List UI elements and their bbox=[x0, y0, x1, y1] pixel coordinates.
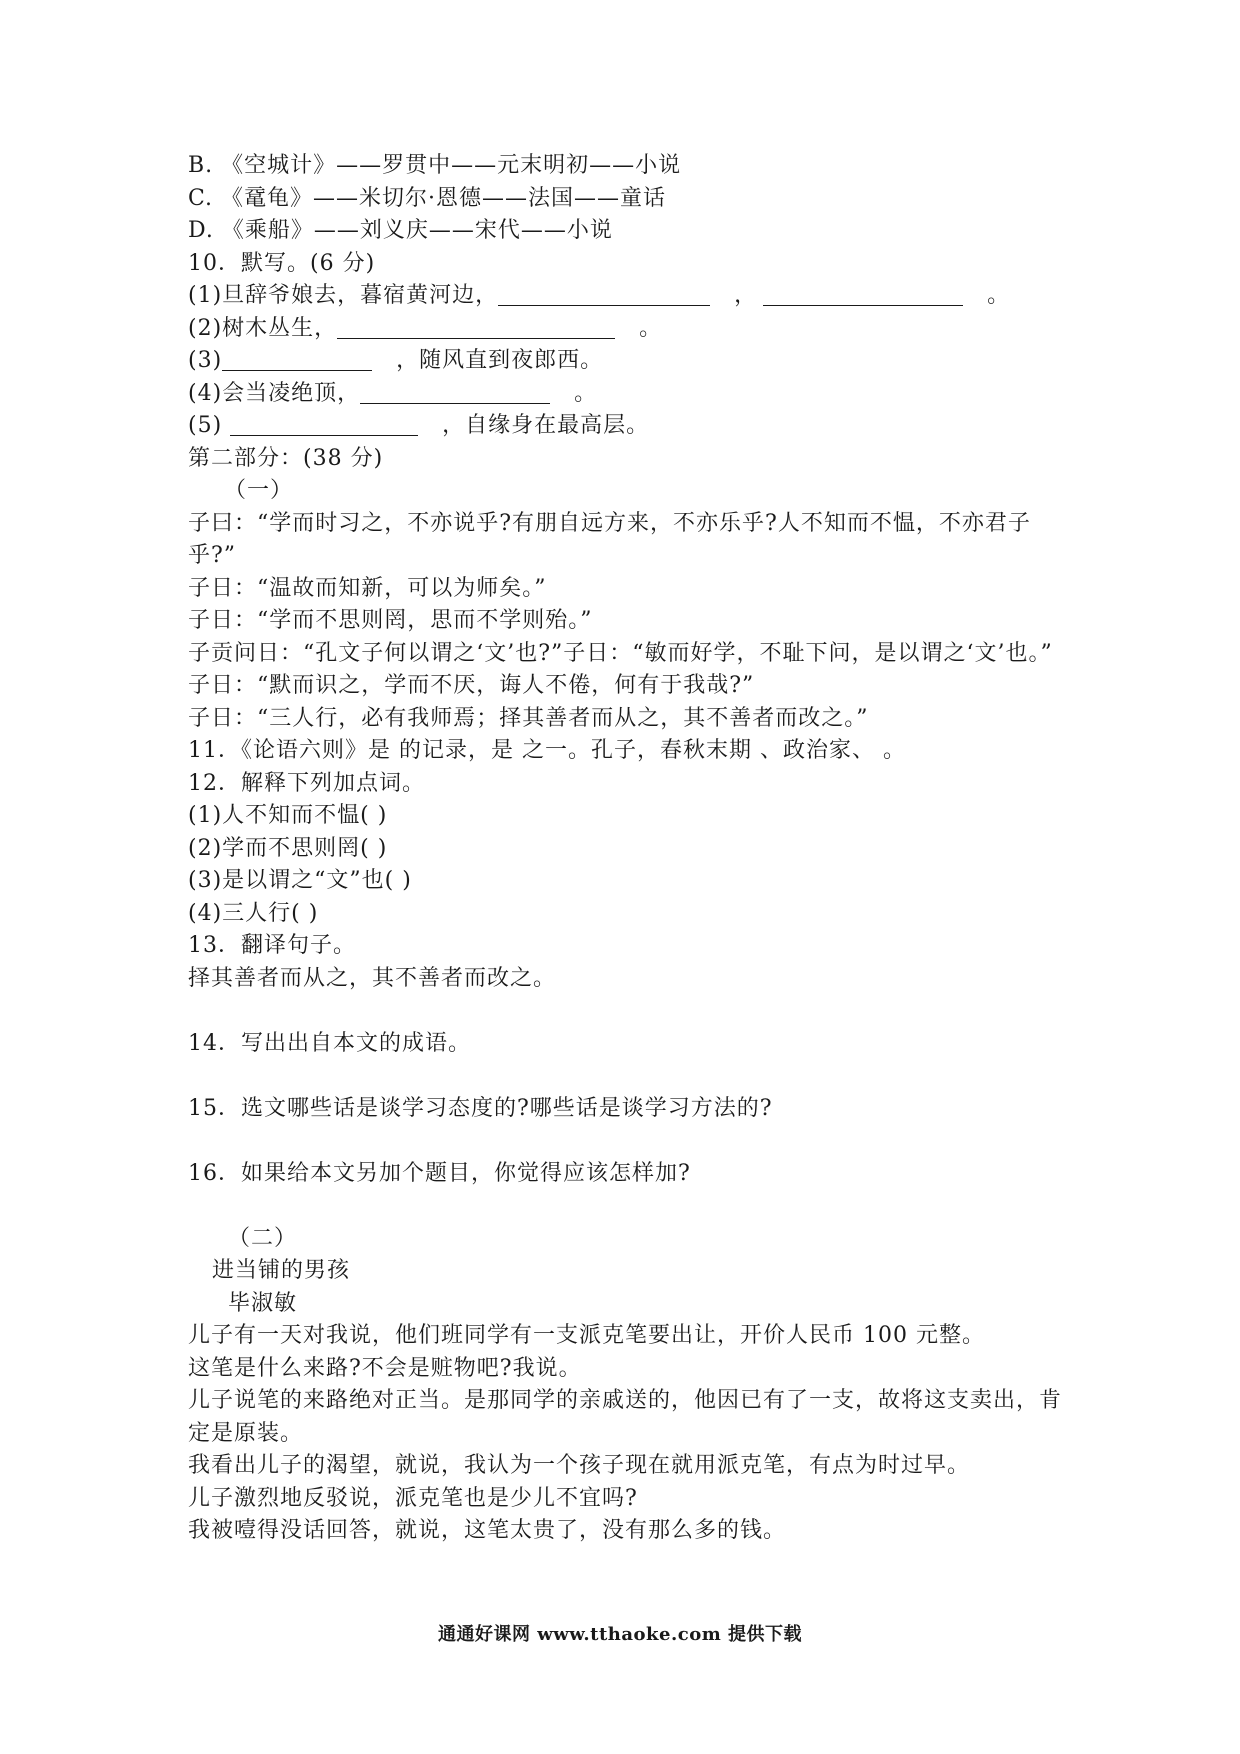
question-12-item-1: (1)人不知而不愠( ) bbox=[188, 803, 388, 828]
question-12-item-2: (2)学而不思则罔( ) bbox=[188, 835, 388, 861]
story-para-2: 这笔是什么来路?不会是赃物吧?我说。 bbox=[188, 1355, 582, 1381]
question-10-item-3 bbox=[188, 345, 1068, 378]
question-13-sentence: 择其善者而从之，其不善者而改之。 bbox=[188, 965, 557, 991]
part-two-title: 第二部分：(38 分) bbox=[188, 445, 384, 471]
story-title: 进当铺的男孩 bbox=[212, 1258, 351, 1283]
answer-blank[interactable] bbox=[498, 283, 710, 306]
story-para-3: 儿子说笔的来路绝对正当。是那同学的亲戚送的，他因已有了一支，故将这支卖出，肯定是原装。 bbox=[188, 1388, 1063, 1446]
q10-1-prefix: (1)旦辞爷娘去，暮宿黄河边， bbox=[188, 283, 499, 308]
story-para-4: 我看出儿子的渴望，就说，我认为一个孩子现在就用派克笔，有点为时过早。 bbox=[188, 1453, 971, 1478]
analects-para-5: 子日：“默而识之，学而不厌，诲人不倦，何有于我哉?” bbox=[188, 673, 755, 698]
question-13: 13．翻译句子。 bbox=[188, 933, 356, 958]
story-author: 毕淑敏 bbox=[228, 1290, 298, 1316]
question-15: 15．选文哪些话是谈学习态度的?哪些话是谈学习方法的? bbox=[188, 1095, 773, 1121]
q10-5-end: ，自缘身在最高层。 bbox=[442, 413, 650, 438]
section-one-heading: （一） bbox=[224, 478, 294, 503]
answer-blank[interactable] bbox=[222, 348, 372, 371]
question-10-item-5 bbox=[188, 410, 1068, 443]
answer-space bbox=[188, 1060, 1068, 1093]
q10-4-end: 。 bbox=[574, 380, 598, 406]
question-12-item-4: (4)三人行( ) bbox=[188, 900, 319, 926]
section-two-heading: （二） bbox=[228, 1225, 298, 1251]
question-16: 16．如果给本文另加个题目，你觉得应该怎样加? bbox=[188, 1160, 691, 1186]
answer-blank[interactable] bbox=[763, 283, 963, 306]
question-14: 14．写出出自本文的成语。 bbox=[188, 1030, 471, 1056]
analects-para-6: 子日：“三人行，必有我师焉；择其善者而从之，其不善者而改之。” bbox=[188, 705, 869, 731]
question-12-item-3: (3)是以谓之“文”也( ) bbox=[188, 868, 412, 893]
story-para-5: 儿子激烈地反驳说，派克笔也是少儿不宜吗? bbox=[188, 1485, 638, 1511]
q10-3-prefix: (3) bbox=[188, 348, 223, 373]
question-10-item-1 bbox=[188, 280, 1068, 313]
answer-space bbox=[188, 995, 1068, 1028]
option-c: C. 《鼋龟》——米切尔·恩德——法国——童话 bbox=[188, 185, 667, 211]
option-b: B. 《空城计》——罗贯中——元末明初——小说 bbox=[188, 153, 682, 178]
question-12: 12．解释下列加点词。 bbox=[188, 770, 425, 796]
question-11: 11．《论语六则》是 的记录，是 之一。孔子，春秋末期 、政治家、 。 bbox=[188, 738, 906, 763]
question-10-item-4 bbox=[188, 378, 1068, 411]
story-para-1: 儿子有一天对我说，他们班同学有一支派克笔要出让，开价人民币 100 元整。 bbox=[188, 1323, 985, 1348]
q10-5-prefix: (5) bbox=[188, 413, 223, 438]
analects-para-4: 子贡问日：“孔文子何以谓之‘文’也?”子日：“敏而好学，不耻下问，是以谓之‘文’也。” bbox=[188, 640, 1053, 666]
answer-space bbox=[188, 1125, 1068, 1158]
document-body bbox=[188, 150, 1068, 1548]
analects-para-1: 子曰：“学而时习之，不亦说乎?有朋自远方来，不亦乐乎?人不知而不愠，不亦君子乎?” bbox=[188, 510, 1031, 568]
page-footer: 通通好课网 www.tthaoke.com 提供下载 bbox=[437, 1624, 803, 1645]
q10-2-prefix: (2)树木丛生， bbox=[188, 315, 338, 341]
answer-blank[interactable] bbox=[230, 413, 418, 436]
analects-para-3: 子日：“学而不思则罔，思而不学则殆。” bbox=[188, 608, 593, 633]
answer-space bbox=[188, 1190, 1068, 1223]
q10-1-end: 。 bbox=[987, 283, 1011, 308]
answer-blank[interactable] bbox=[337, 316, 615, 339]
q10-3-end: ，随风直到夜郎西。 bbox=[396, 348, 604, 373]
story-para-6: 我被噎得没话回答，就说，这笔太贵了，没有那么多的钱。 bbox=[188, 1518, 787, 1543]
option-d: D. 《乘船》——刘义庆——宋代——小说 bbox=[188, 218, 613, 243]
q10-2-end: 。 bbox=[639, 315, 663, 341]
question-10-title: 10．默写。(6 分) bbox=[188, 250, 376, 276]
q10-4-prefix: (4)会当凌绝顶， bbox=[188, 380, 361, 406]
q10-1-sep: ， bbox=[734, 283, 758, 308]
analects-para-2: 子日：“温故而知新，可以为师矣。” bbox=[188, 575, 547, 601]
answer-blank[interactable] bbox=[360, 381, 550, 404]
question-10-item-2 bbox=[188, 313, 1068, 346]
